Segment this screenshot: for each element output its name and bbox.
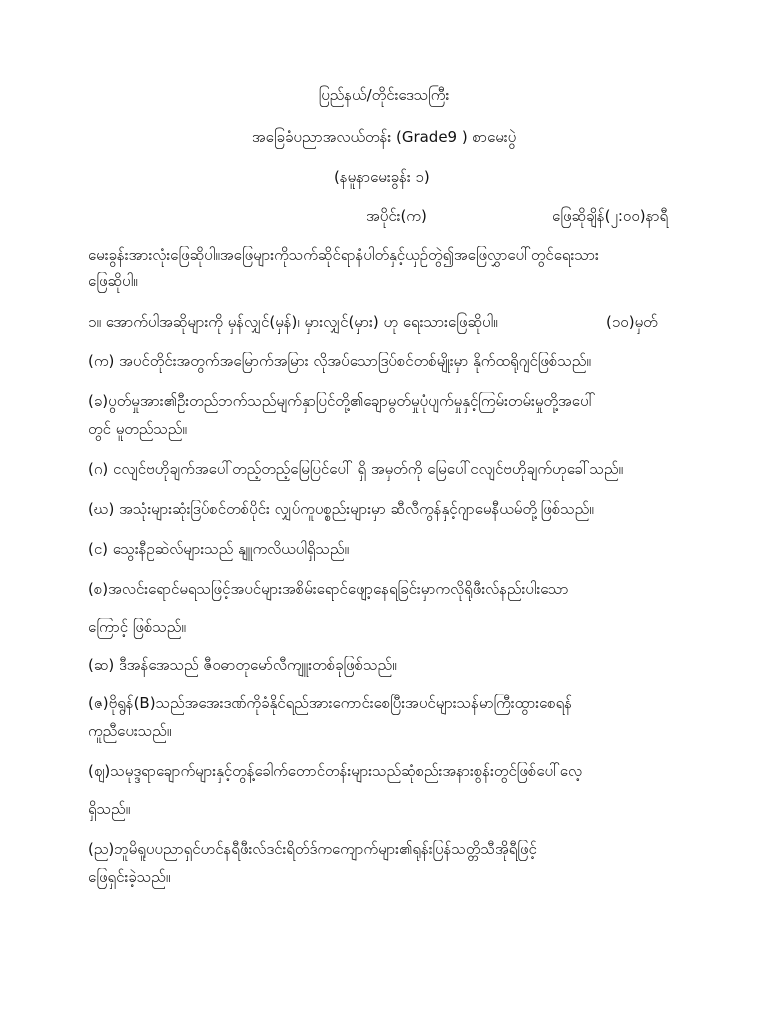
- instructions-line-2: ဖြေဆိုပါ။: [88, 272, 138, 290]
- question-item-zh-line-1: (ဈ)သမုဒ္ဒရာချောက်များနှင့်တွန့်ခေါက်တောင်တန်းများသည်ဆုံစည်းအနားစွန်းတွင်ဖြစ်ပေါ်လေ့: [88, 762, 583, 780]
- question-item-g: (ဂ) ငလျင်ဗဟိုချက်အပေါ်တည့်တည့်မြေပြင်ပေါ် ရှိ အမှတ်ကို မြေပေါ်ငလျင်ဗဟိုချက်ဟုခေါ်သည်။: [88, 460, 624, 478]
- question-item-z-line-1: (ဇ)ဗိုရွန်(B)သည်အအေးဒဏ်ကိုခံနိုင်ရည်အားကောင်းစေပြီးအပင်များသန်မာကြီးထွားစေရန်: [88, 694, 573, 712]
- question-item-z-line-2: ကူညီပေးသည်။: [88, 722, 172, 740]
- question-item-ng: (င) သွေးနီဥဆဲလ်များသည် နျူကလိယပါရှိသည်။: [88, 540, 350, 558]
- exam-subtitle: အခြေခံပညာအလယ်တန်း (Grade9 ) စာမေးပွဲ: [251, 128, 517, 146]
- exam-title: ပြည်နယ်/တိုင်းဒေသကြီး: [318, 86, 450, 104]
- instructions-line-1: မေးခွန်းအားလုံးဖြေဆိုပါ။အဖြေများကိုသက်ဆိုင်ရာနံပါတ်နှင့်ယှဉ်တွဲ၍အဖြေလွှာပေါ်တွင်ရေးသား: [88, 246, 599, 264]
- question-item-s-line-2: ကြောင့် ဖြစ်သည်။: [88, 618, 186, 636]
- question-item-kh-line-2: တွင် မူတည်သည်။: [88, 420, 187, 438]
- question-item-ny-line-1: (ည)ဘူမိရူပပညာရှင်ဟင်နရီဖီးလ်ဒင်းရိတ်ဒ်ကကျောက်များ၏ရုန်းပြန်သတ္တိသီအိုရီဖြင့်: [88, 840, 537, 858]
- sample-label: (နမူနာမေးခွန်း ၁): [334, 168, 430, 186]
- time-label: ဖြေဆိုချိန်(၂:၀၀)နာရီ: [552, 207, 669, 225]
- question-item-s-line-1: (စ)အလင်းရောင်မရသဖြင့်အပင်များအစိမ်းရောင်ဖျော့နေရခြင်းမှာကလိုရိုဖီးလ်နည်းပါးသော: [88, 580, 569, 598]
- part-label: အပိုင်း(က): [366, 207, 427, 225]
- question-1-label: ၁။ အောက်ပါအဆိုများကို မှန်လျှင်(မှန်)၊ မှားလျှင်(မှား) ဟု ရေးသားဖြေဆိုပါ။: [88, 313, 498, 331]
- question-1-marks: (၁၀)မှတ်: [606, 313, 658, 331]
- question-item-ny-line-2: ဖြေရှင်းခဲ့သည်။: [88, 868, 171, 886]
- question-item-hs: (ဆ) ဒီအန်အေသည် ဇီဝဓာတုမော်လီကျူးတစ်ခုဖြစ်သည်။: [88, 656, 397, 674]
- question-item-kh-line-1: (ခ)ပွတ်မှုအား၏ဦးတည်ဘက်သည်မျက်နှာပြင်တို့၏ချောမွတ်မှုပုံပျက်မှုနှင့်ကြမ်းတမ်းမှုတို့အပေါ်: [88, 392, 596, 410]
- question-item-gh: (ဃ) အသုံးများဆုံးဒြပ်စင်တစ်ပိုင်း လျှပ်ကူပစ္စည်းများမှာ ဆီလီကွန်နှင့်ဂျာမေနီယမ်တို့ဖြစ်သည်။: [88, 500, 594, 518]
- question-item-k: (က) အပင်တိုင်းအတွက်အမြောက်အမြား လိုအပ်သောဒြပ်စင်တစ်မျိုးမှာ နိုက်ထရိုဂျင်ဖြစ်သည်။: [88, 352, 591, 370]
- question-item-zh-line-2: ရှိသည်။: [88, 800, 131, 818]
